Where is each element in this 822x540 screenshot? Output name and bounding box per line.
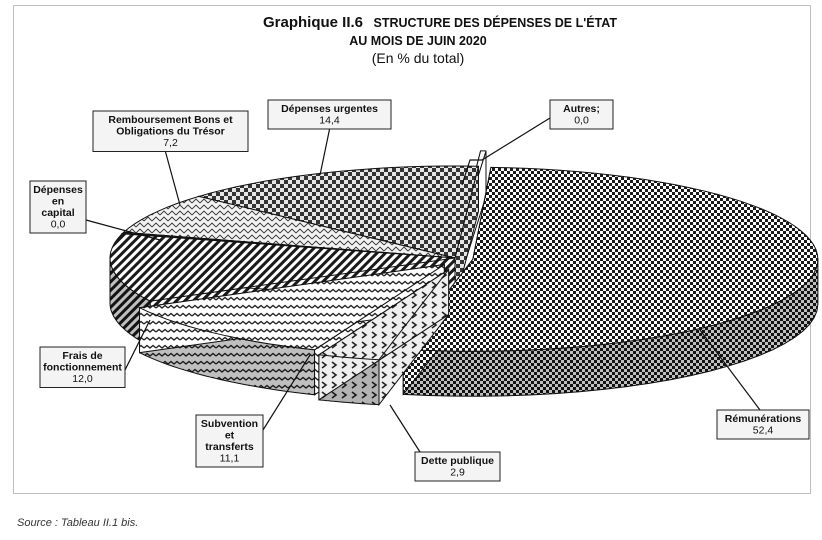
svg-text:Graphique II.6 STRUCTURE D [263,14,617,31]
callout-label: Subvention [200,418,259,430]
callout-label: Dépenses urgentes [281,103,378,115]
callout-label: Rémunérations [724,413,802,425]
callout-value: 14,4 [319,114,340,127]
callout-label: capital [41,207,75,219]
chart-subtitle: (En % du total) [371,50,465,66]
callout-label: Frais de [62,350,103,362]
callout-label: et [224,429,235,442]
callout-value: 11,1 [219,452,240,465]
callout-value: 7,2 [163,137,178,149]
callout-label: en [51,195,65,208]
callout-value: 2,9 [450,466,465,479]
leader-line [390,405,420,452]
chart-title: STRUCTURE DES DÉPENSES DE L'ÉTAT [373,16,617,30]
callout-value: 0,0 [50,218,66,231]
callout-label: Obligations du Trésor [116,125,225,138]
callout-value: 0,0 [574,114,589,127]
callout-urgentes [268,100,391,175]
callout-label: transferts [205,441,254,453]
leader-line [165,150,180,205]
callout-label: Autres; [563,103,600,115]
callout-label: fonctionnement [43,361,122,374]
chart-title-line2: AU MOIS DE JUIN 2020 [349,34,487,48]
source-note: Source : Tableau II.1 bis. [17,517,139,529]
callout-label: Dépenses [33,184,83,196]
callout-value: 12,0 [72,373,93,385]
callout-label: Dette publique [421,455,494,467]
leader-line [320,127,330,175]
callout-label: Remboursement Bons et [108,114,233,126]
callout-value: 52,4 [752,424,774,437]
chart-title-prefix: Graphique II.6 [263,14,364,31]
callout-dette [390,405,500,481]
